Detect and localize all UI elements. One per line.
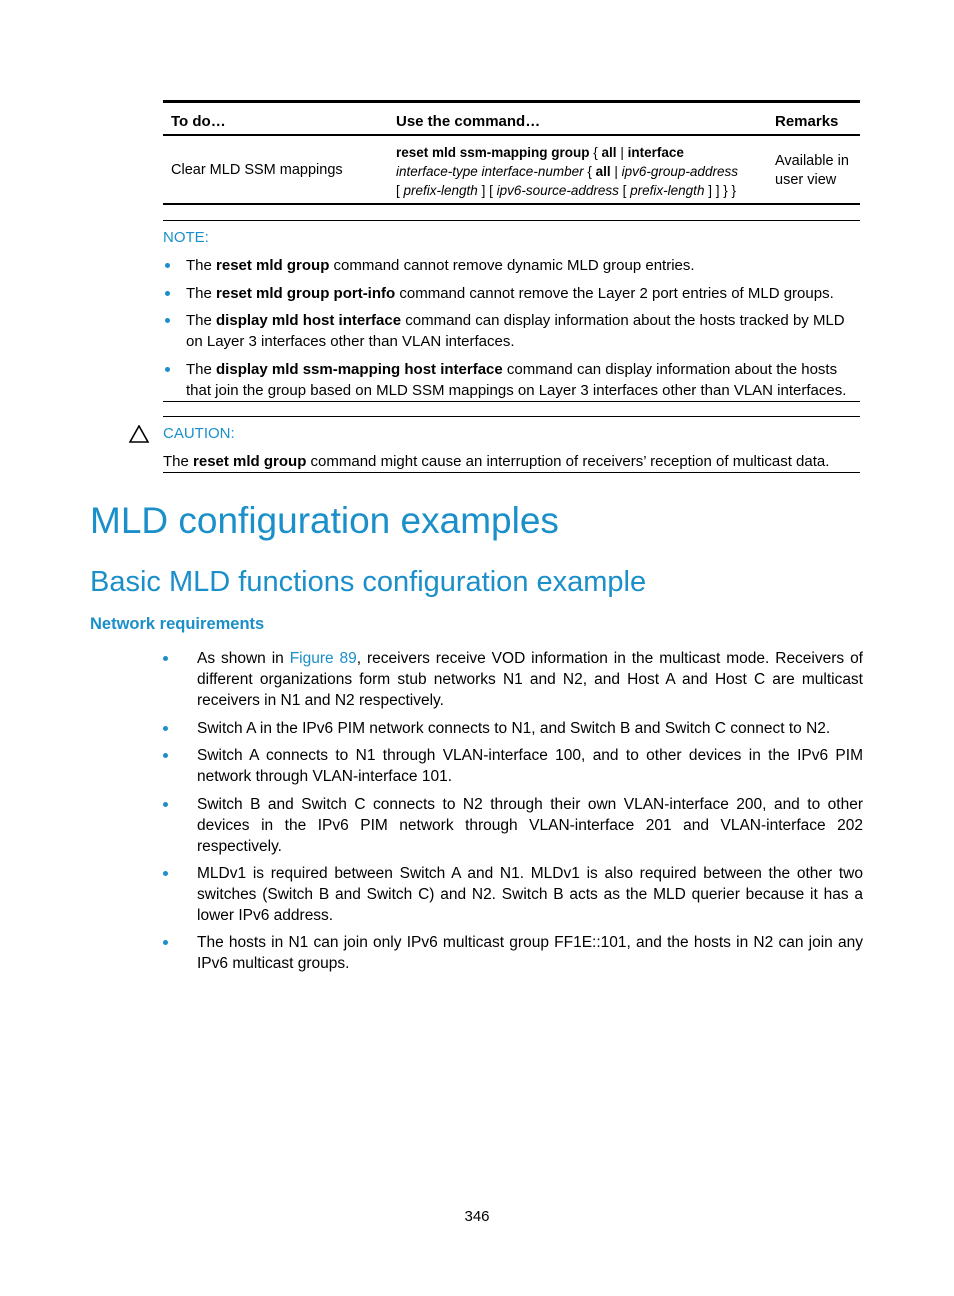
bullet-icon [165,291,170,296]
bullet-icon [163,940,168,945]
list-item: The reset mld group command cannot remove dynamic MLD group entries. [163,255,863,276]
list-item: Switch B and Switch C connects to N2 through their own VLAN-interface 200, and to other devices in the IPv6 PIM network through VLAN-interface 201 and VLAN-interface 202 respectively. [163,794,863,857]
section-heading: MLD configuration examples [90,500,559,541]
caution-top-rule [163,416,860,417]
list-item: The display mld ssm-mapping host interface command can display information about the hosts that join the group based on MLD SSM mappings on Layer 3 interfaces other than VLAN interfaces. [163,359,863,401]
note-label: NOTE: [163,229,209,246]
list-item: The hosts in N1 can join only IPv6 multicast group FF1E::101, and the hosts in N2 can join any IPv6 multicast groups. [163,932,863,974]
list-item: The reset mld group port-info command cannot remove the Layer 2 port entries of MLD groups. [163,283,863,304]
list-item: The display mld host interface command can display information about the hosts tracked by MLD on Layer 3 interfaces other than VLAN interfaces. [163,310,863,352]
table-cell-remarks: Available in user view [775,153,849,188]
bullet-icon [163,656,168,661]
caution-bottom-rule [163,472,860,473]
note-bottom-rule [163,401,860,402]
note-top-rule [163,220,860,221]
bullet-icon [163,753,168,758]
bullet-icon [165,367,170,372]
requirements-list [163,648,863,974]
bullet-icon [163,871,168,876]
table-cell-todo: Clear MLD SSM mappings [171,162,343,178]
table-header-todo: To do… [171,113,226,130]
bullet-icon [165,263,170,268]
caution-warning-icon [129,425,149,443]
list-item: As shown in Figure 89, receivers receive VOD information in the multicast mode. Receivers of different organizations form stub networks N1 and N2, and Host A and Host C are multicast receivers in N1 and N2 respectively. [163,648,863,711]
subsection-heading: Basic MLD functions configuration example [90,566,647,598]
list-item: Switch A connects to N1 through VLAN-interface 100, and to other devices in the IPv6 PIM network through VLAN-interface 101. [163,745,863,787]
figure-89-link[interactable]: Figure 89 [289,650,357,667]
table-header-command: Use the command… [396,113,541,130]
table-header-remarks: Remarks [775,113,839,130]
bullet-icon [163,802,168,807]
subsubsection-heading: Network requirements [90,615,265,633]
bullet-icon [165,318,170,323]
list-item: Switch A in the IPv6 PIM network connects to N1, and Switch B and Switch C connect to N2. [163,718,863,739]
bullet-icon [163,726,168,731]
table-header-rule [163,134,860,136]
caution-text: The reset mld group command might cause an interruption of receivers’ reception of multicast data. [163,453,830,470]
table-bottom-rule [163,203,860,205]
table-cell-command: reset mld ssm-mapping group { all | interface interface-type interface-number { all | ipv6-group-address [ prefix-length ] [ ipv6-source-address [ prefix-length ] ] } } [396,145,738,198]
note-list [163,255,863,401]
page-number: 346 [464,1208,490,1225]
caution-label: CAUTION: [163,425,235,442]
list-item: MLDv1 is required between Switch A and N1. MLDv1 is also required between the other two switches (Switch B and Switch C) and N2. Switch B acts as the MLD querier because it has a lower IPv6 address. [163,863,863,926]
table-top-rule [163,100,860,103]
